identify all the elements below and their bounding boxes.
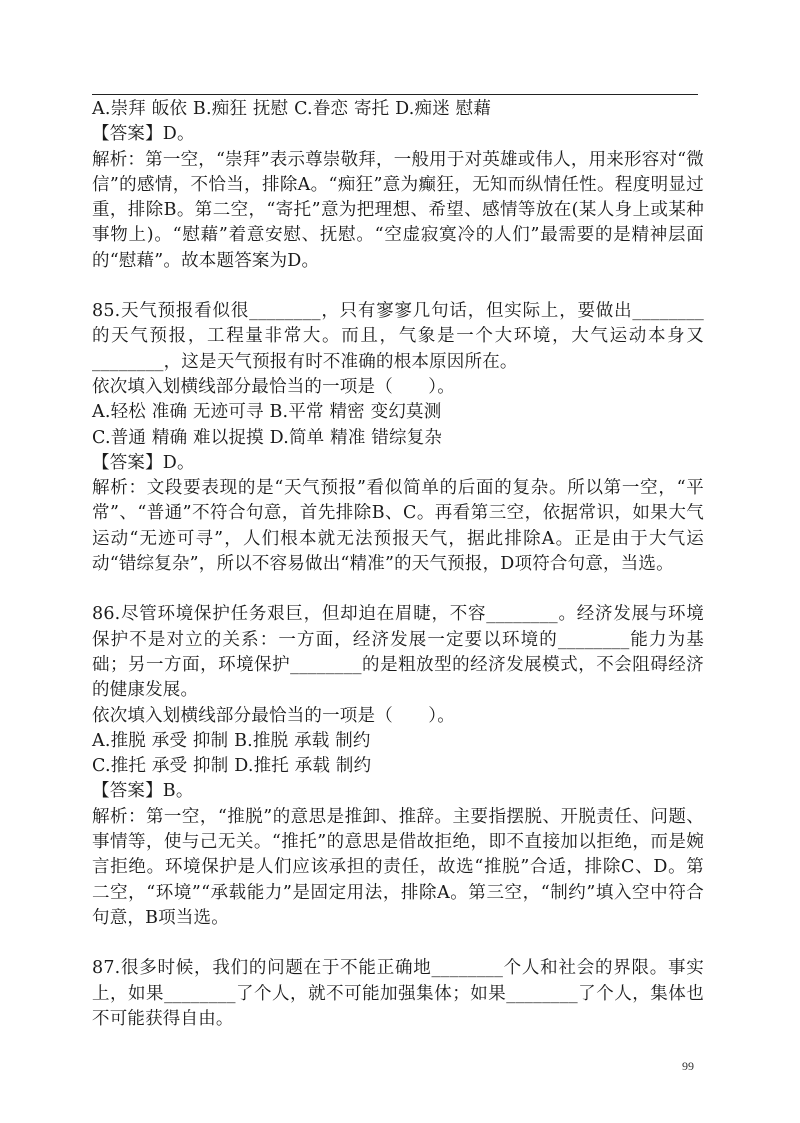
section-gap — [92, 274, 704, 299]
page-content — [92, 97, 704, 1032]
question-85-analysis: 解析：文段要表现的是“天气预报”看似简单的后面的复杂。所以第一空，“平常”、“普通”不符合句意，首先排除B、C。再看第三空，依据常识，如果大气运动“无迹可寻”，人们根本就无法预报天气，据此排除A。正是由于大气运动“错综复杂”，所以不容易做出“精准”的天气预报，D项符合句意，当选。 — [92, 478, 704, 575]
question-85-prompt: 依次填入划横线部分最恰当的一项是（ ）。 — [92, 376, 455, 397]
question-84-analysis: 解析：第一空，“崇拜”表示尊崇敬拜，一般用于对英雄或伟人，用来形容对“微信”的感情，不恰当，排除A。“痴狂”意为癫狂，无知而纵情任性。程度明显过重，排除B。第二空，“寄托”意为把理想、希望、感情等放在(某人身上或某种事物上)。“慰藉”着意安慰、抚慰。“空虚寂寞冷的人们”最需要的是精神层面的“慰藉”。故本题答案为D。 — [92, 149, 704, 271]
section-gap — [92, 931, 704, 956]
question-85 — [92, 299, 704, 577]
question-86-stem: 86.尽管环境保护任务艰巨，但却迫在眉睫，不容________。经济发展与环境保护不是对立的关系：一方面，经济发展一定要以环境的________能力为基础；另一方面，环境保护________的是粗放型的经济发展模式，不会阻碍经济的健康发展。 — [92, 604, 704, 701]
question-86-answer: 【答案】B。 — [92, 781, 194, 802]
question-84-tail — [92, 97, 704, 274]
question-84-answer: 【答案】D。 — [92, 124, 195, 145]
question-85-stem: 85.天气预报看似很________，只有寥寥几句话，但实际上，要做出________的天气预报，工程量非常大。而且，气象是一个大环境，大气运动本身又________，这是天气预报有时不准确的根本原因所在。 — [92, 301, 704, 372]
question-87 — [92, 956, 704, 1032]
question-86-options-cd: C.推托 承受 抑制 D.推托 承载 制约 — [92, 756, 372, 777]
page-number: 99 — [682, 1059, 694, 1073]
question-86-options-ab: A.推脱 承受 抑制 B.推脱 承载 制约 — [92, 730, 371, 751]
header-rule — [92, 94, 698, 95]
question-86 — [92, 602, 704, 931]
question-86-analysis: 解析：第一空，“推脱”的意思是推卸、推辞。主要指摆脱、开脱责任、问题、事情等，使与己无关。“推托”的意思是借故拒绝，即不直接加以拒绝，而是婉言拒绝。环境保护是人们应该承担的责任，故选“推脱”合适，排除C、D。第二空，“环境”“承载能力”是固定用法，排除A。第三空，“制约”填入空中符合句意，B项当选。 — [92, 806, 704, 928]
question-85-answer: 【答案】D。 — [92, 452, 195, 473]
question-84-options: A.崇拜 皈依 B.痴狂 抚慰 C.眷恋 寄托 D.痴迷 慰藉 — [92, 99, 492, 119]
question-85-options-ab: A.轻松 准确 无迹可寻 B.平常 精密 变幻莫测 — [92, 402, 442, 423]
question-87-stem: 87.很多时候，我们的问题在于不能正确地________个人和社会的界限。事实上，如果________了个人，就不可能加强集体；如果________了个人，集体也不可能获得自由。 — [92, 958, 704, 1029]
question-86-prompt: 依次填入划横线部分最恰当的一项是（ ）。 — [92, 705, 455, 726]
section-gap — [92, 577, 704, 602]
question-85-options-cd: C.普通 精确 难以捉摸 D.简单 精准 错综复杂 — [92, 427, 443, 448]
